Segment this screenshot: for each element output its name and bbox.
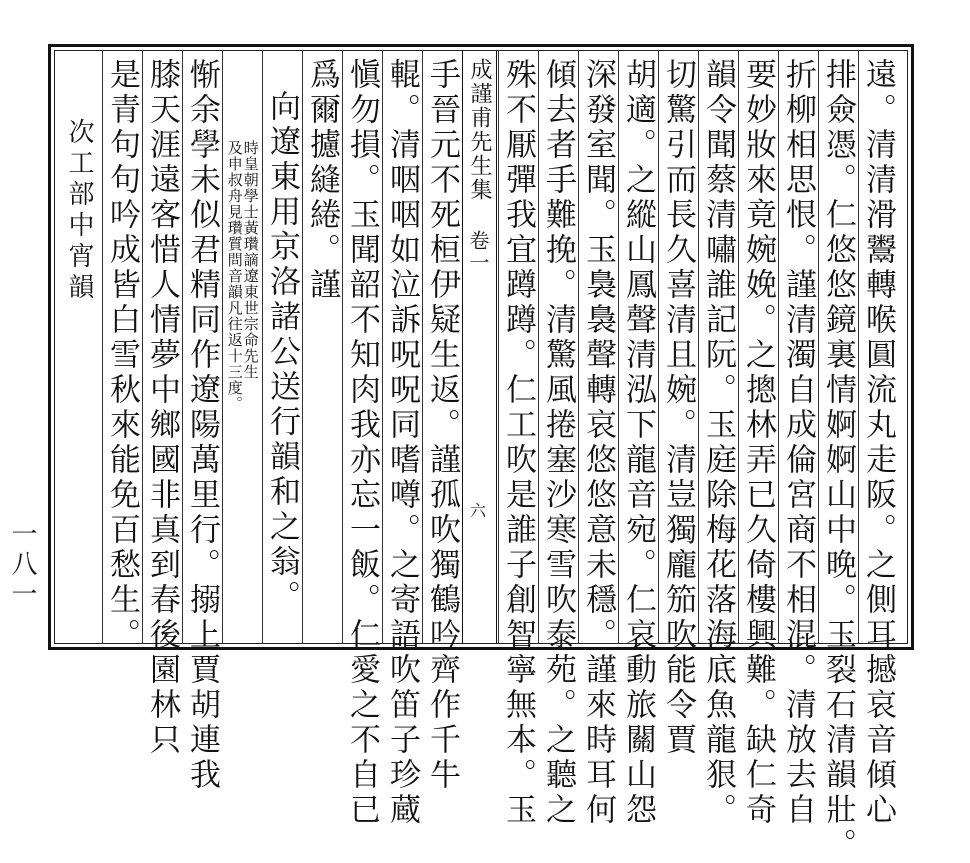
text-column: 愼勿損。玉聞韶不知肉我亦忘一飯。仁愛之不自已 — [344, 58, 380, 828]
column-divider — [858, 50, 859, 644]
text-column: 手晉元不死桓伊疑生返。謹孤吹獨鶴吟齊作千牛 — [424, 58, 460, 793]
annotation-note: 時皇朝學士黃瓚謫遼東世宗命先生 — [241, 140, 260, 380]
text-column: 胡適。之縱山鳳聲清泓下龍音宛。仁哀動旅關山怨 — [620, 58, 656, 828]
text-column: 遠。清清滑鬻轉喉圓流丸走阪。之側耳撼哀音傾心 — [860, 58, 896, 828]
text-column: 折柳相思恨。謹清濁自成倫宮商不相混。清放去自 — [780, 58, 816, 828]
column-divider — [818, 50, 819, 644]
column-divider — [182, 50, 183, 644]
text-column: 韻令聞蔡清嘯誰記阮。玉庭除梅花落海底魚龍狠。 — [700, 58, 736, 828]
text-column: 要妙妝來竟婉娩。之摠林弄已久倚樓興難。缺仁奇 — [740, 58, 776, 828]
column-divider — [422, 50, 423, 644]
column-divider — [698, 50, 699, 644]
text-column: 傾去者手難挽。清驚風捲塞沙寒雪吹泰苑。之聽之 — [540, 58, 576, 828]
next-poem-title: 次工部中宵韻 — [64, 118, 94, 304]
text-column: 切驚引而長久喜清且婉。清豈獨龐笳吹能令賈 — [660, 58, 696, 758]
column-divider — [142, 50, 143, 644]
column-divider — [262, 50, 263, 644]
text-column: 爲爾攄縫綣。謹 — [304, 58, 340, 303]
column-divider — [618, 50, 619, 644]
column-divider — [302, 50, 303, 644]
text-column: 是青句句吟成皆白雪秋來能免百愁生。 — [104, 58, 140, 653]
banxin-border — [496, 50, 497, 644]
banxin-volume: 卷一 — [466, 230, 490, 274]
text-column: 惭余學未似君精同作遼陽萬里行。搦上賈胡連我 — [184, 58, 220, 793]
page-number: 一八一 — [7, 520, 37, 610]
column-divider — [498, 50, 499, 644]
poem-title: 向遼東用京洛諸公送行韻和之翁。 — [264, 90, 300, 615]
banxin-border — [462, 50, 463, 644]
column-divider — [738, 50, 739, 644]
column-divider — [778, 50, 779, 644]
column-divider — [538, 50, 539, 644]
text-column: 輥。清咽咽如泣訴呪呪同嗜噂。之寄語吹笛子珍蔵 — [384, 58, 420, 828]
column-divider — [658, 50, 659, 644]
text-column: 排僉憑。仁悠悠鏡裏情婀婀山中晚。玉裂石清韻壯。 — [820, 58, 856, 863]
column-divider — [578, 50, 579, 644]
text-column: 深發室聞。玉裊裊聲轉哀悠悠意未穩。謹來時耳何 — [580, 58, 616, 828]
banxin-leaf-number: 六 — [470, 501, 487, 520]
text-column: 膝天涯遠客惜人情夢中鄉國非真到春後園林只 — [144, 58, 180, 758]
column-divider — [222, 50, 223, 644]
column-divider — [342, 50, 343, 644]
banxin-title: 成謹甫先生集 — [467, 58, 492, 202]
annotation-note: 及申叔舟見瓚質問音韻凡往返十三度。 — [225, 140, 244, 412]
column-divider — [102, 50, 103, 644]
text-column: 殊不厭彈我宜蹲蹲。仁工吹是誰子創智寧無本。玉 — [500, 58, 536, 828]
column-divider — [382, 50, 383, 644]
